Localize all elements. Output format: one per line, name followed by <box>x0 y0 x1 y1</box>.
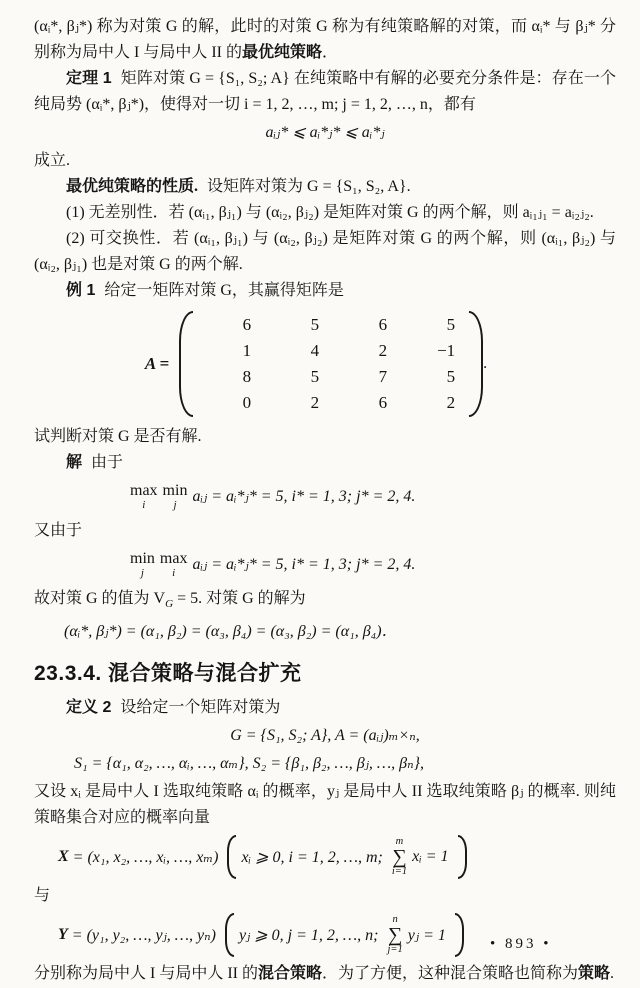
minmax-formula <box>130 546 616 584</box>
y-condition-right-paren <box>455 913 464 957</box>
strategy-sets-formula <box>74 751 616 777</box>
mixed-setup-text: 又设 xᵢ 是局中人 I 选取纯策略 αᵢ 的概率，yⱼ 是局中人 II 选取纯策略 βⱼ 的概率. 则纯策略集合对应的概率向量 <box>34 783 616 827</box>
matrix-cell: 2 <box>310 393 320 412</box>
paragraph-property-2 <box>34 226 616 278</box>
also-text: 又由于 <box>34 522 83 539</box>
paragraph-final <box>34 961 616 987</box>
value-subscript: G <box>165 598 174 611</box>
value-text-pre: 故对策 G 的值为 V <box>34 590 166 607</box>
definition2-label: 定义 2 <box>66 699 112 717</box>
y-variable: Y <box>58 926 68 944</box>
example1-label: 例 1 <box>66 282 96 299</box>
y-vector-components: = (y₁, y₂, …, yⱼ, …, yₙ) <box>71 927 216 945</box>
x-condition: xᵢ ⩾ 0, i = 1, 2, …, m; <box>241 849 383 867</box>
final-text-2: ．为了方便，这种混合策略也简称为 <box>322 965 579 983</box>
property-1-text: (1) 无差别性．若 (αᵢ₁, βⱼ₁) 与 (αᵢ₂, βⱼ₂) 是矩阵对策 G 的两个解，则 aᵢ₁ⱼ₁ = aᵢ₂ⱼ₂. <box>66 204 594 221</box>
theorem1-label: 定理 1 <box>66 70 112 87</box>
matrix-cell: 1 <box>242 341 252 360</box>
properties-label: 最优纯策略的性质. <box>66 178 199 195</box>
paragraph-and <box>34 883 616 909</box>
x-vector-components: = (x₁, x₂, …, xᵢ, …, xₘ) <box>72 849 219 867</box>
matrix-row <box>195 364 467 390</box>
matrix-cell: 7 <box>378 367 388 386</box>
paragraph-properties <box>34 174 616 200</box>
matrix-cell: 5 <box>446 315 456 334</box>
matrix-cell: 5 <box>310 367 320 386</box>
game-definition-formula <box>34 723 616 749</box>
min-operator: min j <box>162 482 188 511</box>
matrix-right-paren <box>469 311 483 417</box>
solution-line <box>64 619 616 645</box>
sum-over-i: m ∑ i=1 <box>391 836 408 877</box>
maxmin-formula <box>130 478 616 516</box>
x-condition-end: xᵢ = 1 <box>412 848 449 866</box>
sum-over-j: n ∑ j=1 <box>387 914 403 955</box>
y-condition-left-paren <box>225 913 234 957</box>
paragraph-solve <box>34 450 616 476</box>
intro-text: (αᵢ*, βⱼ*) 称为对策 G 的解，此时的对策 G 称为有纯策略解的对策，而 αᵢ* 与 βⱼ* 分别称为局中人 I 与局中人 II 的 <box>34 18 616 61</box>
matrix-cell: 6 <box>242 315 252 334</box>
matrix-cell: −1 <box>437 341 456 360</box>
paragraph-example1 <box>34 278 616 304</box>
solve-label: 解 <box>66 454 83 471</box>
matrix-cell: 2 <box>378 341 388 360</box>
minmax-body: aᵢⱼ = aᵢ*ⱼ* = 5, i* = 1, 3; j* = 2, 4. <box>192 556 416 573</box>
solution-text: (αᵢ*, βⱼ*) = (α₁, β₂) = (α₃, β₄) = (α₃, β₂) = (α₁, β₄)． <box>64 623 398 641</box>
theorem1-text: 矩阵对策 G = {S₁, S₂; A} 在纯策略中有解的必要充分条件是：存在一个纯局势 (αᵢ*, βⱼ*)，使得对一切 i = 1, 2, …, m; j = 1, 2, …, n，都有 <box>34 70 616 113</box>
x-vector-formula <box>58 836 616 878</box>
page-number: • 893 • <box>490 936 552 952</box>
max-operator: max i <box>130 482 158 511</box>
strategy-sets-text: S₁ = {α₁, α₂, …, αᵢ, …, αₘ}, S₂ = {β₁, β₂, …, βⱼ, …, βₙ}, <box>74 755 424 773</box>
matrix-cell: 0 <box>242 393 252 412</box>
intro-period: ． <box>322 44 339 61</box>
game-definition-text: G = {S₁, S₂; A}, A = (aᵢⱼ)ₘ×ₙ, <box>230 727 420 745</box>
matrix-row <box>195 390 467 416</box>
matrix-row <box>195 338 467 364</box>
inequality-text: aᵢⱼ* ⩽ aᵢ*ⱼ* ⩽ aᵢ*ⱼ <box>265 124 385 141</box>
paragraph-theorem1 <box>34 66 616 118</box>
matrix-period: . <box>483 355 488 372</box>
matrix-lhs: A = <box>144 354 170 373</box>
paragraph-property-1 <box>34 200 616 226</box>
paragraph-mixed-setup <box>34 779 616 831</box>
properties-text: 设矩阵对策为 G = {S₁, S₂, A}. <box>207 178 411 195</box>
final-text-1: 分别称为局中人 I 与局中人 II 的 <box>34 965 258 983</box>
paragraph-definition2 <box>34 695 616 721</box>
final-bold-strategy: 策略 <box>578 965 611 983</box>
y-condition-end: yⱼ = 1 <box>407 927 446 945</box>
min-operator: min j <box>130 550 155 579</box>
matrix-cell: 5 <box>310 315 320 334</box>
sigma-symbol: ∑ <box>387 923 403 946</box>
definition2-text: 设给定一个矩阵对策为 <box>120 699 281 717</box>
y-condition: yⱼ ⩾ 0, j = 1, 2, …, n; <box>238 927 379 945</box>
matrix-cell: 5 <box>446 367 456 386</box>
final-text-3: . <box>610 965 615 983</box>
sigma-symbol: ∑ <box>392 845 407 868</box>
paragraph-chengli <box>34 148 616 174</box>
matrix-display <box>34 308 598 420</box>
inequality-formula <box>34 120 616 146</box>
matrix-cell: 2 <box>446 393 456 412</box>
solve-text: 由于 <box>91 454 124 471</box>
matrix-cell: 8 <box>242 367 252 386</box>
matrix-row <box>195 312 467 338</box>
paragraph-game-value <box>34 586 616 617</box>
matrix-A <box>195 312 467 416</box>
x-variable: X <box>58 848 69 866</box>
x-condition-left-paren <box>227 835 236 879</box>
matrix-cell: 4 <box>310 341 320 360</box>
matrix-left-paren <box>179 311 193 417</box>
paragraph-also <box>34 518 616 544</box>
paragraph-intro <box>34 14 616 66</box>
example1-text: 给定一矩阵对策 G，其赢得矩阵是 <box>104 282 344 299</box>
property-2-text: (2) 可交换性．若 (αᵢ₁, βⱼ₁) 与 (αᵢ₂, βⱼ₂) 是矩阵对策 G 的两个解，则 (αᵢ₁, βⱼ₂) 与 (αᵢ₂, βⱼ₁) 也是对策 G 的两个解. <box>34 230 616 273</box>
matrix-cell: 6 <box>378 393 388 412</box>
matrix-cell: 6 <box>378 315 388 334</box>
x-condition-right-paren <box>458 835 467 879</box>
intro-bold-term: 最优纯策略 <box>242 44 323 61</box>
section-heading: 23.3.4. 混合策略与混合扩充 <box>34 662 302 686</box>
and-text: 与 <box>34 887 51 905</box>
final-bold-mixed-strategy: 混合策略 <box>258 965 323 983</box>
max-operator: max i <box>159 550 188 579</box>
value-text-post: = 5. 对策 G 的解为 <box>173 590 306 607</box>
paragraph-judge <box>34 424 616 450</box>
chengli-text: 成立. <box>34 152 71 169</box>
maxmin-body: aᵢⱼ = aᵢ*ⱼ* = 5, i* = 1, 3; j* = 2, 4. <box>192 488 416 505</box>
judge-text: 试判断对策 G 是否有解. <box>34 428 202 445</box>
